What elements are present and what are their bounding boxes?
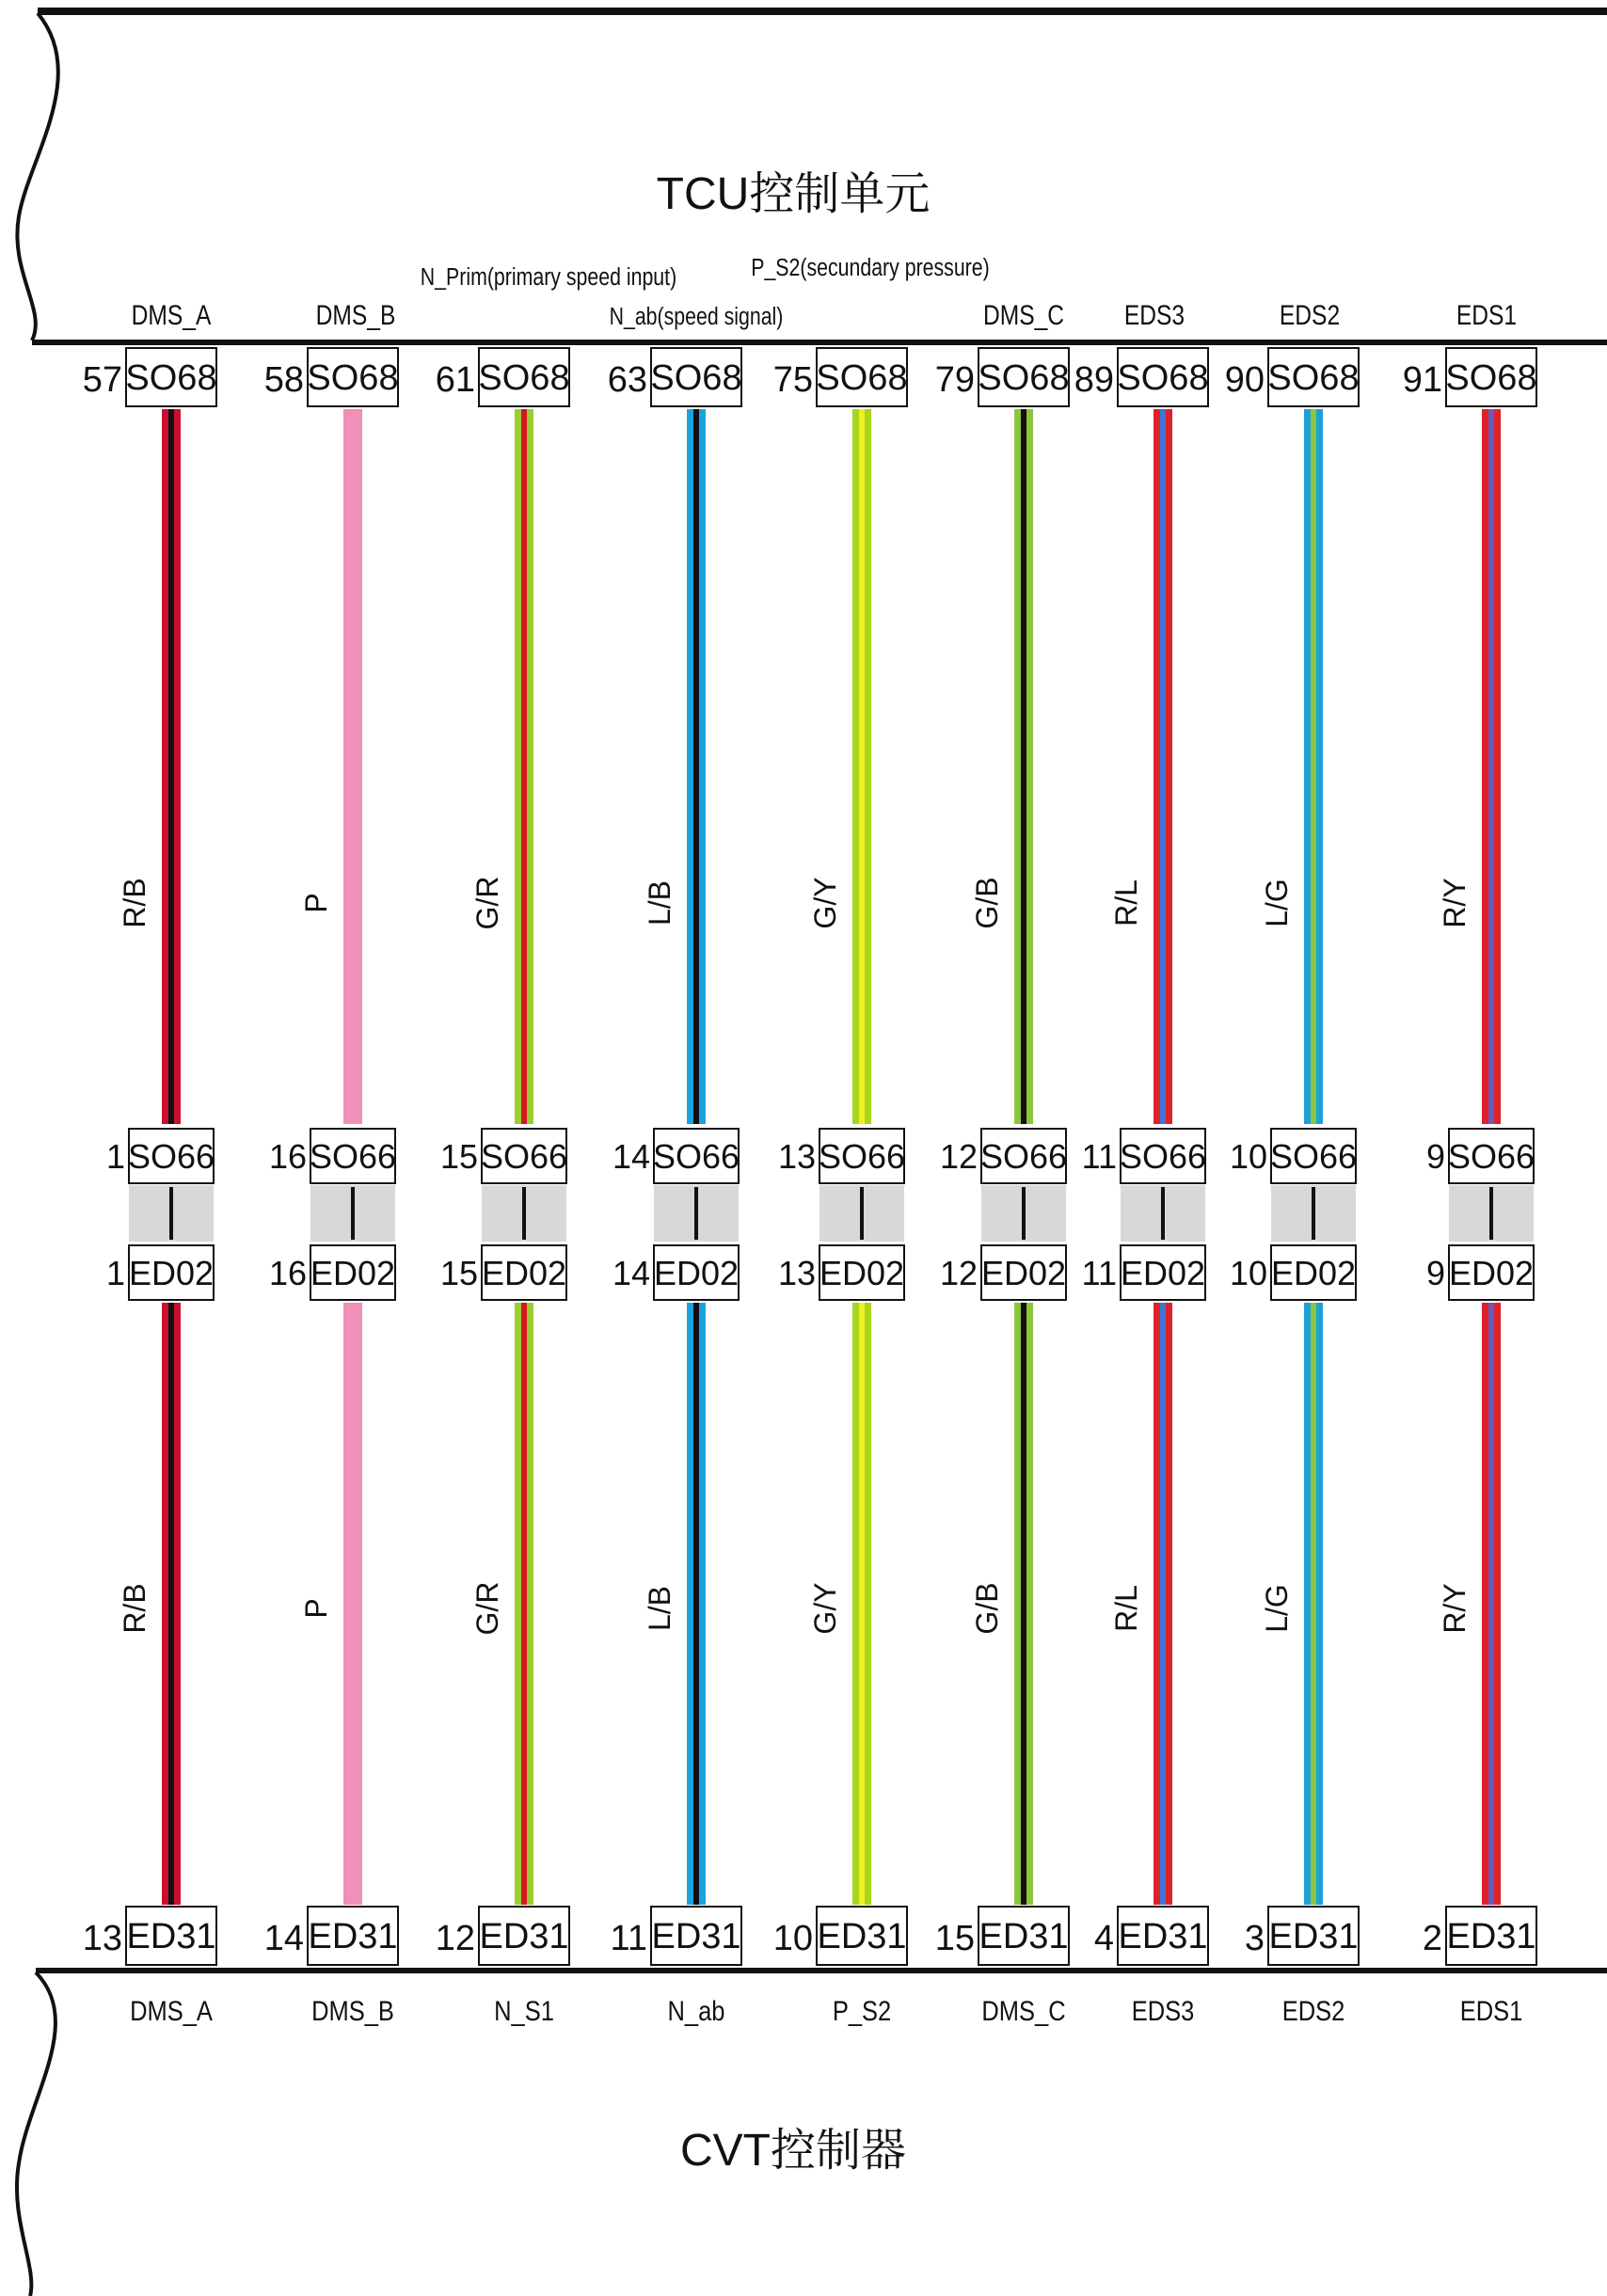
wire-upper-stripe	[1160, 409, 1166, 1124]
mid-connector-top-name: SO66	[1269, 1137, 1358, 1176]
wire-color-code: R/L	[1109, 1585, 1143, 1632]
mid-connector-top-name: SO66	[127, 1137, 215, 1176]
bottom-pin-number: 15	[934, 1919, 975, 1958]
wire-color-code: L/G	[1260, 879, 1294, 927]
top-pin-number: 75	[772, 360, 813, 400]
bottom-signal-label: EDS3	[1131, 1995, 1195, 2027]
top-connector-name: SO68	[978, 358, 1070, 398]
mid-connector-bottom-name: ED02	[653, 1254, 740, 1292]
wire-color-code: R/Y	[1438, 878, 1472, 928]
wire-upper-stripe	[1488, 409, 1494, 1124]
top-unit-left-curve	[17, 13, 57, 340]
bottom-connector-name: ED31	[651, 1917, 741, 1956]
top-signal-label: EDS3	[1123, 298, 1185, 331]
wire-color-code: P	[299, 1598, 333, 1619]
mid-connector-bottom-name: ED02	[1448, 1254, 1535, 1292]
wire-upper-stripe	[1021, 409, 1026, 1124]
mid-connector-bottom-name: ED02	[1270, 1254, 1357, 1292]
wire-4	[608, 303, 784, 2026]
wire-upper-main	[343, 409, 362, 1124]
top-signal-label: P_S2(secundary pressure)	[751, 254, 990, 282]
wire-color-code: P	[299, 893, 333, 913]
bottom-connector-name: ED31	[126, 1917, 216, 1956]
bottom-signal-label: N_S1	[494, 1995, 554, 2027]
mid-bottom-pin-number: 16	[268, 1254, 307, 1292]
wire-color-code: R/B	[118, 1583, 151, 1634]
wire-upper-stripe	[521, 409, 527, 1124]
bottom-pin-number: 3	[1244, 1919, 1265, 1958]
bottom-connector-name: ED31	[1446, 1917, 1536, 1956]
bottom-connector-name: ED31	[308, 1917, 398, 1956]
bottom-pin-number: 2	[1422, 1919, 1442, 1958]
mid-top-pin-number: 12	[939, 1137, 978, 1176]
top-signal-label: EDS1	[1456, 298, 1518, 331]
mid-bottom-pin-number: 9	[1425, 1254, 1445, 1292]
wire-color-code: R/L	[1109, 879, 1143, 926]
wire-lower-stripe	[1311, 1303, 1316, 1905]
top-signal-label: N_Prim(primary speed input)	[420, 263, 677, 292]
top-connector-name: SO68	[816, 358, 908, 398]
top-signal-label: EDS2	[1279, 298, 1341, 331]
mid-connector-top-name: SO66	[818, 1137, 906, 1176]
top-connector-name: SO68	[478, 358, 570, 398]
wire-color-code: L/B	[643, 879, 676, 926]
bottom-unit	[17, 1971, 1607, 2296]
bottom-pin-number: 11	[610, 1919, 647, 1958]
top-pin-number: 79	[934, 360, 975, 400]
mid-top-pin-number: 15	[439, 1137, 478, 1176]
mid-bottom-pin-number: 15	[439, 1254, 478, 1292]
wire-color-code: G/R	[470, 1581, 504, 1636]
wire-color-code: G/R	[470, 876, 504, 930]
mid-connector-bottom-name: ED02	[819, 1254, 905, 1292]
top-connector-name: SO68	[1445, 358, 1537, 398]
wire-lower-stripe	[521, 1303, 527, 1905]
mid-connector-bottom-name: ED02	[481, 1254, 567, 1292]
top-signal-label: DMS_A	[131, 298, 212, 331]
wire-lower-stripe	[1021, 1303, 1026, 1905]
bottom-pin-number: 14	[263, 1919, 304, 1958]
top-unit-title: TCU控制单元	[656, 169, 931, 219]
top-connector-name: SO68	[125, 358, 217, 398]
top-pin-number: 63	[607, 360, 647, 400]
wire-lower-stripe	[168, 1303, 174, 1905]
top-pin-number: 89	[1074, 360, 1114, 400]
bottom-unit-left-curve	[17, 1972, 56, 2296]
mid-bottom-pin-number: 14	[612, 1254, 650, 1292]
mid-top-pin-number: 13	[777, 1137, 816, 1176]
mid-top-pin-number: 11	[1081, 1137, 1117, 1176]
top-unit	[17, 11, 1607, 342]
mid-top-pin-number: 14	[612, 1137, 650, 1176]
mid-bottom-pin-number: 1	[105, 1254, 125, 1292]
bottom-signal-label: DMS_C	[981, 1995, 1066, 2027]
top-pin-number: 57	[82, 360, 122, 400]
bottom-signal-label: DMS_B	[311, 1995, 394, 2027]
bottom-pin-number: 10	[772, 1919, 813, 1958]
mid-connector-top-name: SO66	[979, 1137, 1068, 1176]
mid-connector-bottom-name: ED02	[980, 1254, 1067, 1292]
wire-color-code: L/G	[1260, 1584, 1294, 1633]
top-pin-number: 90	[1224, 360, 1265, 400]
top-connector-name: SO68	[1117, 358, 1209, 398]
mid-connector-top-name: SO66	[1447, 1137, 1535, 1176]
top-connector-name: SO68	[650, 358, 742, 398]
wire-upper-stripe	[859, 409, 865, 1124]
mid-top-pin-number: 16	[268, 1137, 307, 1176]
top-connector-name: SO68	[1267, 358, 1360, 398]
bottom-connector-name: ED31	[1118, 1917, 1208, 1956]
wire-color-code: G/Y	[808, 1582, 842, 1635]
wire-lower-stripe	[1160, 1303, 1166, 1905]
wire-color-code: L/B	[643, 1585, 676, 1632]
top-pin-number: 61	[435, 360, 475, 400]
wire-8	[1225, 299, 1360, 2027]
wire-color-code: R/Y	[1438, 1583, 1472, 1634]
mid-connector-top-name: SO66	[480, 1137, 568, 1176]
bottom-pin-number: 12	[435, 1919, 475, 1958]
wire-upper-stripe	[693, 409, 699, 1124]
bottom-connector-name: ED31	[817, 1917, 907, 1956]
mid-top-pin-number: 10	[1229, 1137, 1267, 1176]
bottom-unit-title: CVT控制器	[679, 2126, 907, 2176]
bottom-pin-number: 13	[82, 1919, 122, 1958]
bottom-signal-label: N_ab	[667, 1995, 725, 2027]
wire-lower-stripe	[859, 1303, 865, 1905]
bottom-signal-label: DMS_A	[130, 1995, 213, 2027]
top-signal-label: DMS_C	[982, 298, 1065, 331]
top-signal-label: DMS_B	[315, 298, 396, 331]
wire-color-code: G/Y	[808, 877, 842, 929]
mid-connector-top-name: SO66	[309, 1137, 397, 1176]
mid-connector-top-name: SO66	[1119, 1137, 1207, 1176]
mid-top-pin-number: 1	[105, 1137, 125, 1176]
wire-7	[1074, 299, 1209, 2027]
mid-connector-bottom-name: ED02	[1120, 1254, 1206, 1292]
wire-1	[83, 299, 217, 2027]
wire-upper-stripe	[168, 409, 174, 1124]
top-signal-label: N_ab(speed signal)	[609, 303, 784, 331]
bottom-signal-label: P_S2	[832, 1995, 892, 2027]
mid-top-pin-number: 9	[1425, 1137, 1445, 1176]
mid-bottom-pin-number: 13	[777, 1254, 816, 1292]
wire-color-code: G/B	[970, 1582, 1004, 1635]
bottom-pin-number: 4	[1093, 1919, 1114, 1958]
bottom-connector-name: ED31	[1268, 1917, 1359, 1956]
top-connector-name: SO68	[307, 358, 399, 398]
wire-group	[83, 254, 1537, 2026]
wire-color-code: G/B	[970, 877, 1004, 929]
wire-9	[1403, 299, 1537, 2027]
wire-lower-stripe	[693, 1303, 699, 1905]
mid-connector-top-name: SO66	[652, 1137, 740, 1176]
bottom-connector-name: ED31	[979, 1917, 1069, 1956]
bottom-connector-name: ED31	[479, 1917, 569, 1956]
bottom-signal-label: EDS1	[1459, 1995, 1523, 2027]
wire-6	[935, 299, 1070, 2027]
bottom-signal-label: EDS2	[1281, 1995, 1345, 2027]
mid-bottom-pin-number: 12	[939, 1254, 978, 1292]
wire-lower-stripe	[1488, 1303, 1494, 1905]
wire-color-code: R/B	[118, 878, 151, 928]
mid-connector-bottom-name: ED02	[310, 1254, 396, 1292]
top-pin-number: 91	[1402, 360, 1442, 400]
wire-2	[264, 299, 399, 2027]
wire-lower-main	[343, 1303, 362, 1905]
mid-bottom-pin-number: 10	[1229, 1254, 1267, 1292]
top-pin-number: 58	[263, 360, 304, 400]
mid-bottom-pin-number: 11	[1081, 1254, 1117, 1292]
wire-upper-stripe	[1311, 409, 1316, 1124]
mid-connector-bottom-name: ED02	[128, 1254, 215, 1292]
